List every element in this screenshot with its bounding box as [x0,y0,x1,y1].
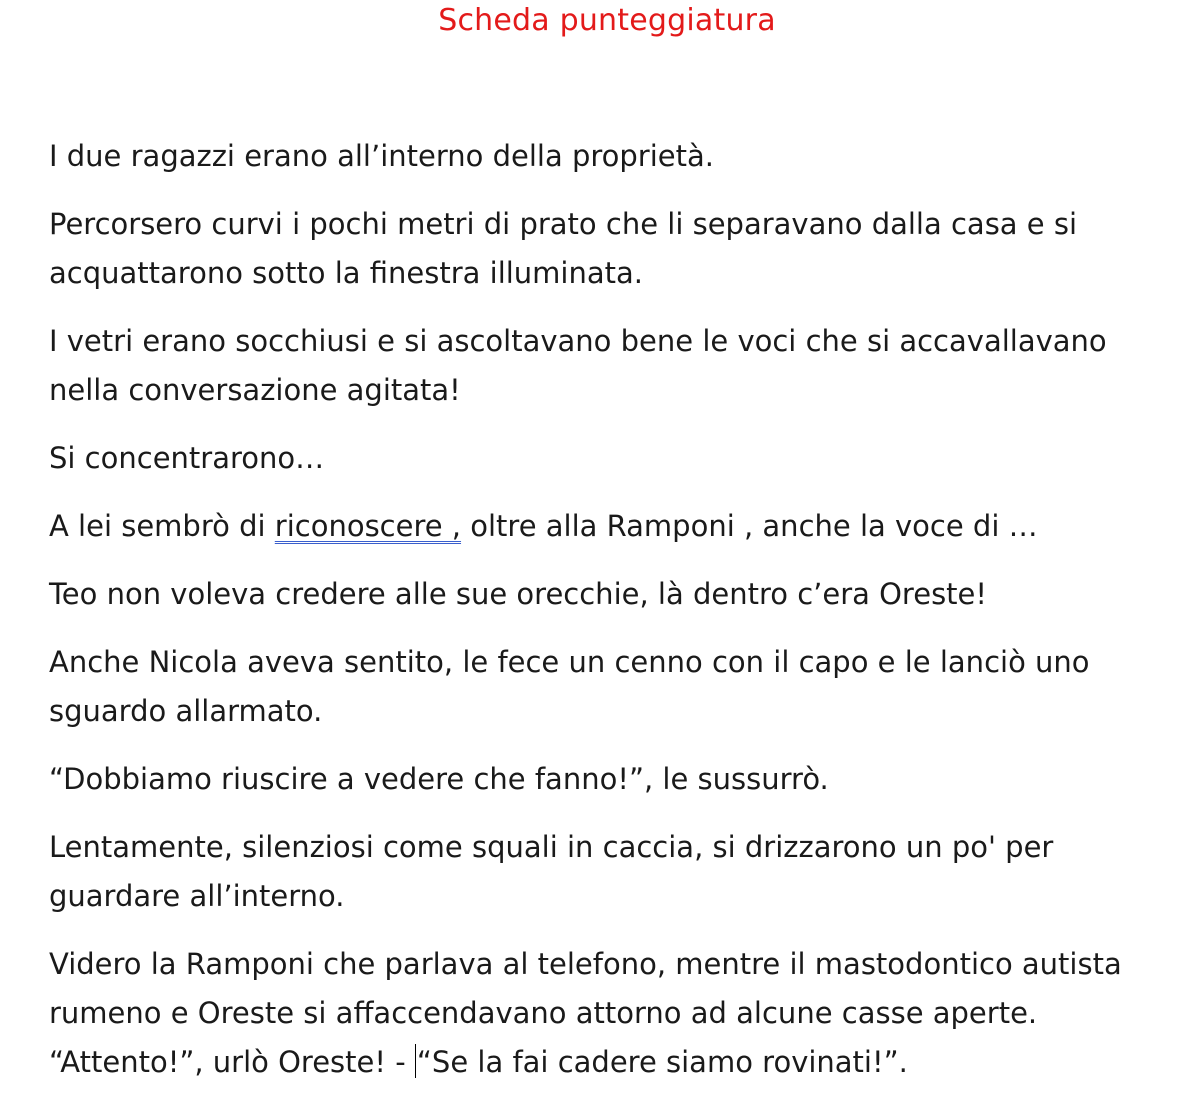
text-line: Lentamente, silenziosi come squali in caccia, si drizzarono un po' per [49,830,1054,864]
text-line: guardare all’interno. [49,879,345,913]
text-line: Si concentrarono… [49,441,325,475]
text-segment: A lei sembrò di [49,509,275,543]
text-line: nella conversazione agitata! [49,373,461,407]
text-line: Teo non voleva credere alle sue orecchie, là dentro c’era Oreste! [49,577,988,611]
text-line: Percorsero curvi i pochi metri di prato che li separavano dalla casa e si [49,207,1078,241]
text-line: Videro la Ramponi che parlava al telefono, mentre il mastodontico autista [49,947,1122,981]
paragraph-6 [49,570,1194,619]
text-segment: “Se la fai cadere siamo rovinati!”. [416,1045,908,1079]
text-line: rumeno e Oreste si affaccendavano attorno ad alcune casse aperte. [49,996,1038,1030]
text-line: I due ragazzi erano all’interno della proprietà. [49,139,714,173]
paragraph-3 [49,317,1194,415]
paragraph-8 [49,755,1194,804]
paragraph-9 [49,823,1194,921]
spellcheck-flagged-word[interactable]: riconoscere , [274,509,462,543]
paragraph-10 [49,940,1194,1087]
text-line [49,502,1194,551]
text-line [49,1038,1194,1087]
text-segment: “Attento!”, urlò Oreste! - [49,1045,415,1079]
document-body[interactable] [49,132,1194,1106]
text-segment: oltre alla Ramponi , anche la voce di … [461,509,1038,543]
text-line: sguardo allarmato. [49,694,323,728]
text-line: acquattarono sotto la finestra illuminata. [49,256,644,290]
document-title: Scheda punteggiatura [438,3,776,38]
text-line: “Dobbiamo riuscire a vedere che fanno!”, le sussurrò. [49,762,829,796]
paragraph-4 [49,434,1194,483]
text-line: Anche Nicola aveva sentito, le fece un cenno con il capo e le lanciò uno [49,645,1090,679]
text-line: I vetri erano socchiusi e si ascoltavano bene le voci che si accavallavano [49,324,1107,358]
paragraph-2 [49,200,1194,298]
paragraph-7 [49,638,1194,736]
paragraph-1 [49,132,1194,181]
paragraph-5 [49,502,1194,551]
text-cursor [415,1044,416,1078]
